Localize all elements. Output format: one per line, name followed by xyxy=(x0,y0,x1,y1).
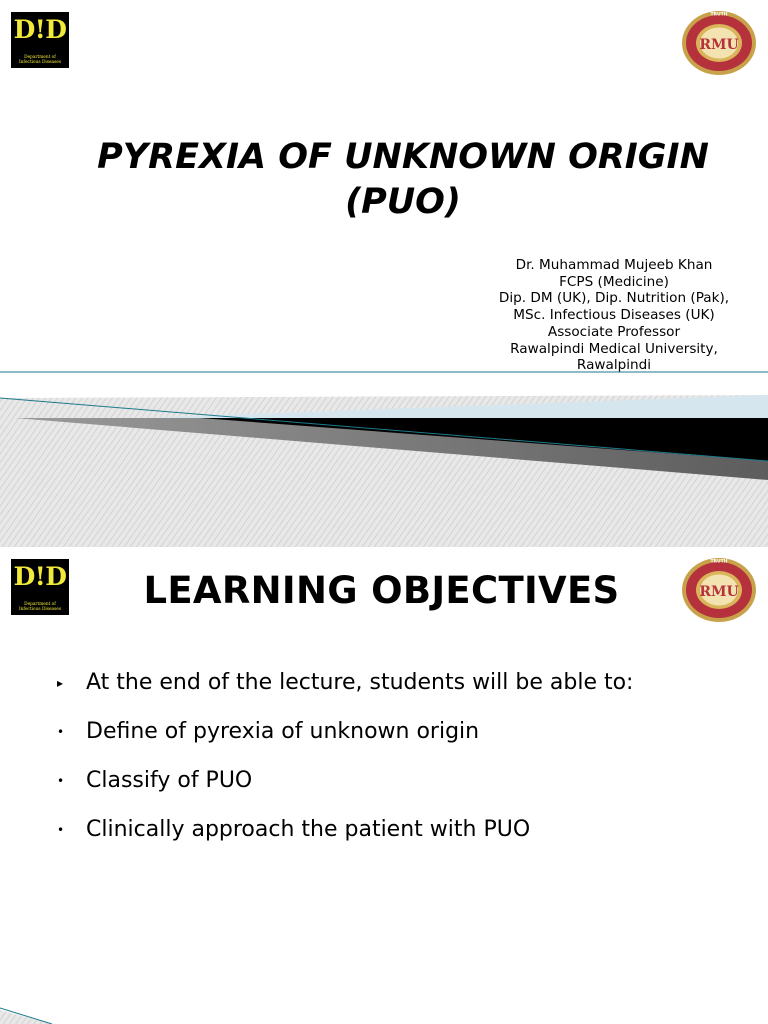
objective-text: Define of pyrexia of unknown origin xyxy=(86,719,480,744)
dot-bullet-icon: • xyxy=(57,774,65,788)
rmu-seal-monogram: RMU xyxy=(699,584,739,600)
objective-text: Classify of PUO xyxy=(86,768,253,793)
rmu-seal-motto: TRUTH xyxy=(710,559,728,565)
slide-title: LEARNING OBJECTIVES xyxy=(143,569,620,612)
dot-bullet-icon: • xyxy=(57,823,65,837)
did-logo-caption: Department of Infectious Diseases xyxy=(18,55,62,65)
objectives-slide xyxy=(0,547,768,1024)
objective-text: Clinically approach the patient with PUO xyxy=(86,817,531,842)
decorative-corner-swoosh xyxy=(0,1002,60,1024)
list-item xyxy=(57,717,633,766)
author-institution: Rawalpindi Medical University, Rawalpindi xyxy=(510,340,718,374)
rmu-seal-monogram: RMU xyxy=(699,37,739,53)
list-item xyxy=(57,815,633,864)
did-logo-letters: D!D xyxy=(13,562,67,591)
slide-title-line-2: (PUO) xyxy=(345,182,461,222)
author-qualification: FCPS (Medicine) xyxy=(559,273,669,290)
author-masters: MSc. Infectious Diseases (UK) xyxy=(513,307,715,324)
list-item xyxy=(57,766,633,815)
dot-bullet-icon: • xyxy=(57,725,65,739)
list-item xyxy=(57,668,633,717)
objectives-list xyxy=(57,668,633,864)
slide-title-line-1: PYREXIA OF UNKNOWN ORIGIN xyxy=(97,137,709,177)
author-name: Dr. Muhammad Mujeeb Khan xyxy=(515,257,713,273)
did-logo-caption: Department of Infectious Diseases xyxy=(18,602,62,612)
author-position: Associate Professor xyxy=(547,323,681,340)
triangle-bullet-icon: ▸ xyxy=(57,676,64,690)
rmu-university-seal xyxy=(681,557,757,623)
did-logo-letters: D!D xyxy=(13,15,67,44)
rmu-seal-motto: TRUTH xyxy=(710,12,728,18)
did-department-logo xyxy=(11,559,69,615)
objective-text: At the end of the lecture, students will be able to: xyxy=(86,670,634,695)
author-diplomas: Dip. DM (UK), Dip. Nutrition (Pak), xyxy=(498,290,730,307)
